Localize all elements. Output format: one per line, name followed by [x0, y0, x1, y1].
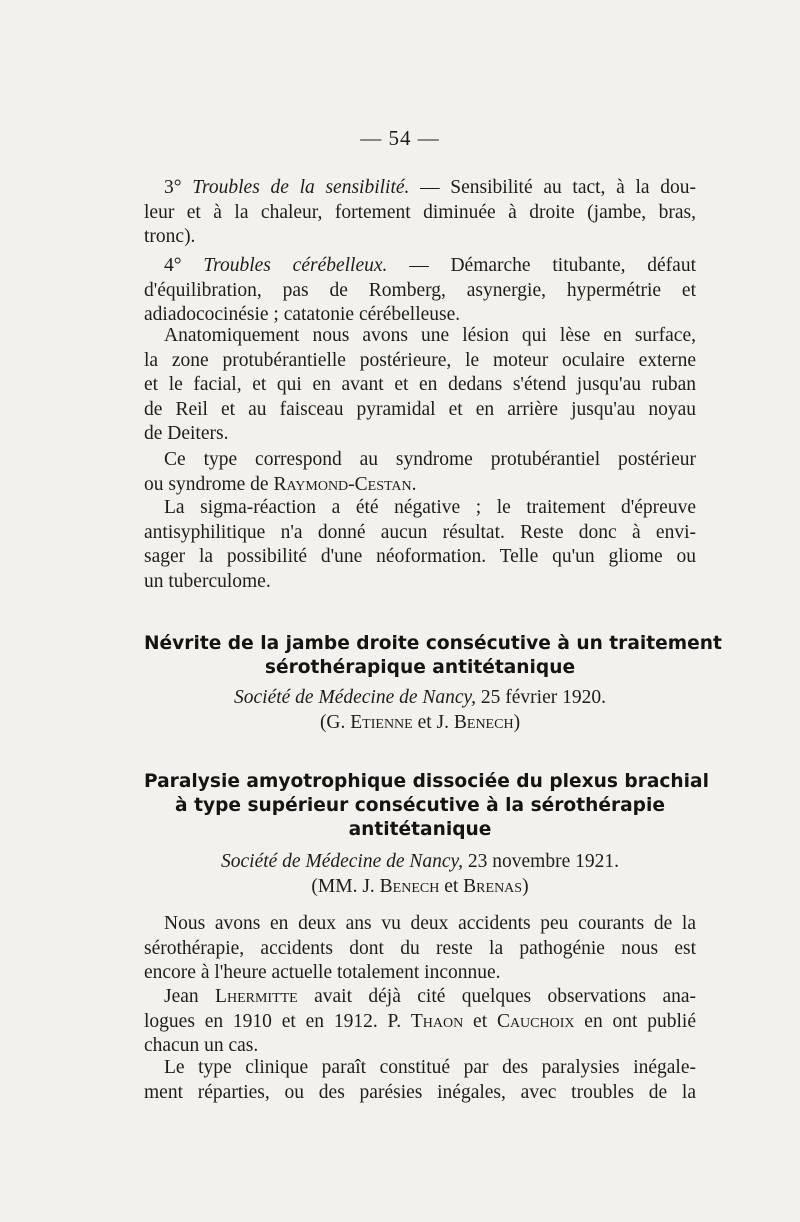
text-line: encore à l'heure actuelle totalement inconnue.: [144, 962, 501, 984]
text-line: 3° Troubles de la sensibilité. — Sensibilité au tact, à la dou-: [164, 177, 696, 198]
text-line: Nous avons en deux ans vu deux accidents peu courants de la: [164, 913, 696, 934]
text-line: de Reil et au faisceau pyramidal et en arrière jusqu'au noyau: [144, 398, 696, 420]
text-line: ou syndrome de Raymond-Cestan.: [144, 473, 417, 495]
paragraph-sigma: [144, 496, 696, 594]
text-line: La sigma-réaction a été négative ; le traitement d'épreuve: [164, 497, 696, 518]
text-line: un tuberculome.: [144, 570, 271, 592]
source-line: Société de Médecine de Nancy, 25 février 1920.: [234, 687, 606, 708]
text-line: tronc).: [144, 226, 196, 248]
text-line: antisyphilitique n'a donné aucun résultat. Reste donc à envi-: [144, 521, 696, 543]
paragraph-anatomy: [144, 324, 696, 447]
paragraph-clinical: [144, 1056, 696, 1105]
author-name: Etienne: [350, 711, 413, 733]
paragraph-cerebellar: [144, 254, 696, 328]
text-line: leur et à la chaleur, fortement diminuée à droite (jambe, bras,: [144, 201, 696, 223]
author-name: Brenas: [463, 875, 523, 897]
source-line: Société de Médecine de Nancy, 23 novembre 1921.: [221, 851, 619, 872]
text-line: d'équilibration, pas de Romberg, asynergie, hypermétrie et: [144, 279, 696, 301]
text-line: Anatomiquement nous avons une lésion qui lèse en surface,: [164, 325, 696, 346]
text-line: sager la possibilité d'une néoformation. Telle qu'un gliome ou: [144, 546, 696, 568]
text-line: sérothérapie, accidents dont du reste la pathogénie nous est: [144, 937, 696, 959]
author-name: Raymond-Cestan: [273, 473, 412, 495]
text-line: et le facial, et qui en avant et en dedans s'étend jusqu'au ruban: [144, 374, 696, 396]
text-line: 4° Troubles cérébelleux. — Démarche titubante, défaut: [164, 255, 696, 276]
text-line: Jean Lhermitte avait déjà cité quelques observations ana-: [164, 986, 696, 1007]
text-line: ment réparties, ou des parésies inégales, avec troubles de la: [144, 1081, 696, 1103]
author-name: Thaon: [410, 1010, 464, 1032]
paragraph-intro: [144, 912, 696, 986]
text-line: Ce type correspond au syndrome protubérantiel postérieur: [164, 449, 696, 470]
author-name: Benech: [379, 875, 440, 897]
text-line: adiadococinésie ; catatonie cérébelleuse.: [144, 304, 461, 326]
text-line: chacun un cas.: [144, 1035, 259, 1057]
article-title: Névrite de la jambe droite consécutive à un traitement sérothérapique antitétanique: [144, 633, 722, 678]
article-source: [144, 686, 696, 735]
article-title: Paralysie amyotrophique dissociée du plexus brachial à type supérieur consécutive à la sérothérapie antitétanique: [144, 771, 709, 840]
text-line: logues en 1910 et en 1912. P. Thaon et Cauchoix en ont publié: [144, 1010, 696, 1032]
text-line: la zone protubérantielle postérieure, le moteur oculaire externe: [144, 349, 696, 371]
paragraph-syndrome: [144, 448, 696, 497]
author-name: Cauchoix: [496, 1010, 575, 1032]
authors-line: (G. Etienne et J. Benech): [319, 711, 521, 733]
text-line: de Deiters.: [144, 423, 229, 445]
paragraph-references: [144, 985, 696, 1059]
paragraph-sensibility: [144, 176, 696, 250]
authors-line: (MM. J. Benech et Brenas): [311, 875, 529, 897]
article-source: [144, 850, 696, 899]
author-name: Benech: [453, 711, 514, 733]
text-line: Le type clinique paraît constitué par des paralysies inégale-: [164, 1057, 696, 1078]
page-number: — 54 —: [360, 126, 440, 150]
author-name: Lhermitte: [215, 986, 298, 1007]
